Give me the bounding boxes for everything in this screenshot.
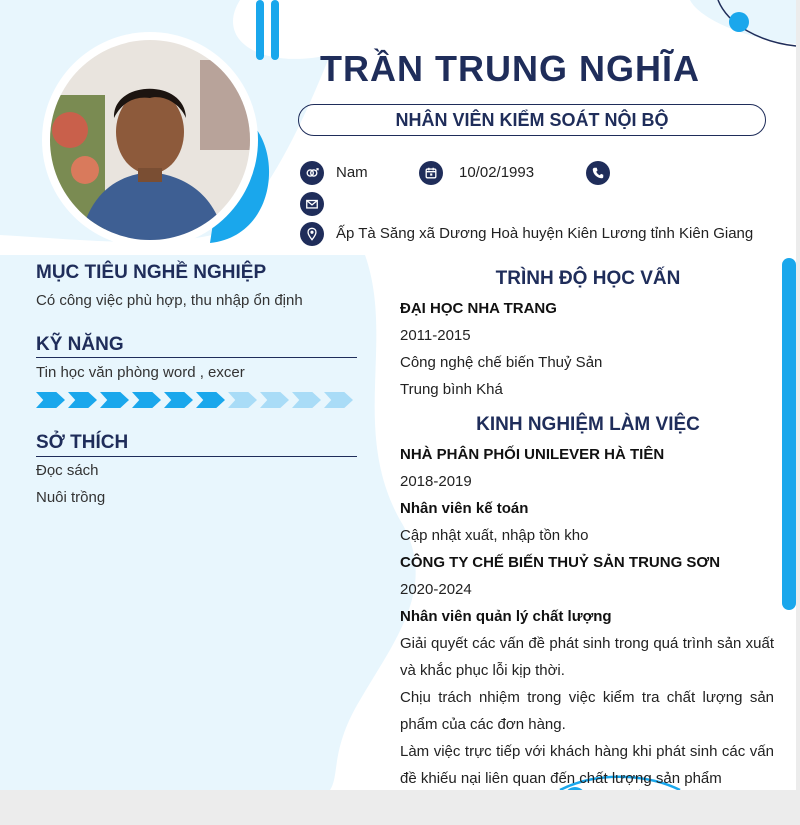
job-description: Làm việc trực tiếp với khách hàng khi phát sinh các vấn đề khiếu nại liên quan đến chất lượng sản phẩm [400, 743, 774, 787]
education-grade: Trung bình Khá [400, 381, 503, 398]
job-description: Cập nhật xuất, nhập tồn kho [400, 527, 589, 544]
job-description: Chịu trách nhiệm trong việc kiểm tra chất lượng sản phẩm của các đơn hàng. [400, 689, 774, 733]
job-role: Nhân viên kế toán [400, 500, 529, 517]
skill-level-arrow [196, 392, 225, 408]
skill-level-bar [36, 392, 353, 408]
phone-icon [586, 161, 610, 185]
hobby-item: Đọc sách [36, 462, 99, 479]
hobbies-heading: SỞ THÍCH [36, 432, 129, 453]
skill-level-arrow [100, 392, 129, 408]
objective-text: Có công việc phù hợp, thu nhập ổn định [36, 292, 303, 309]
skill-level-arrow [260, 392, 289, 408]
hobby-item: Nuôi trồng [36, 489, 106, 506]
skill-level-arrow [164, 392, 193, 408]
profile-photo [50, 40, 250, 240]
skill-item: Tin học văn phòng word , excer [36, 364, 245, 381]
job-years: 2020-2024 [400, 581, 472, 598]
birthdate-value: 10/02/1993 [459, 164, 535, 181]
skill-level-arrow [68, 392, 97, 408]
education-school: ĐẠI HỌC NHA TRANG [400, 300, 557, 317]
job-role: Nhân viên quản lý chất lượng [400, 608, 612, 625]
skill-level-arrow [292, 392, 321, 408]
education-heading: TRÌNH ĐỘ HỌC VẤN [495, 268, 681, 289]
skills-divider [36, 357, 357, 358]
job-years: 2018-2019 [400, 473, 472, 490]
education-major: Công nghệ chế biến Thuỷ Sản [400, 354, 603, 371]
gender-icon [300, 161, 324, 185]
candidate-name: TRẦN TRUNG NGHĨA [320, 48, 700, 89]
address-value: Ấp Tà Săng xã Dương Hoà huyện Kiên Lương tỉnh Kiên Giang [336, 225, 754, 242]
skill-level-arrow [132, 392, 161, 408]
gender-value: Nam [336, 164, 368, 181]
hobbies-divider [36, 456, 357, 457]
skill-level-arrow [324, 392, 353, 408]
experience-heading: KINH NGHIỆM LÀM VIỆC [476, 414, 700, 435]
skills-heading: KỸ NĂNG [36, 334, 124, 355]
job-position: NHÂN VIÊN KIỂM SOÁT NỘI BỘ [298, 104, 766, 136]
job-company: CÔNG TY CHẾ BIẾN THUỶ SẢN TRUNG SƠN [400, 554, 721, 571]
calendar-icon [419, 161, 443, 185]
education-years: 2011-2015 [400, 327, 471, 344]
objective-heading: MỤC TIÊU NGHỀ NGHIỆP [36, 262, 267, 283]
location-icon [300, 222, 324, 246]
job-company: NHÀ PHÂN PHỐI UNILEVER HÀ TIÊN [400, 446, 665, 463]
email-icon [300, 192, 324, 216]
skill-level-arrow [228, 392, 257, 408]
skill-level-arrow [36, 392, 65, 408]
job-description: Giải quyết các vấn đề phát sinh trong quá trình sản xuất và khắc phục lỗi kịp thời. [400, 635, 774, 679]
